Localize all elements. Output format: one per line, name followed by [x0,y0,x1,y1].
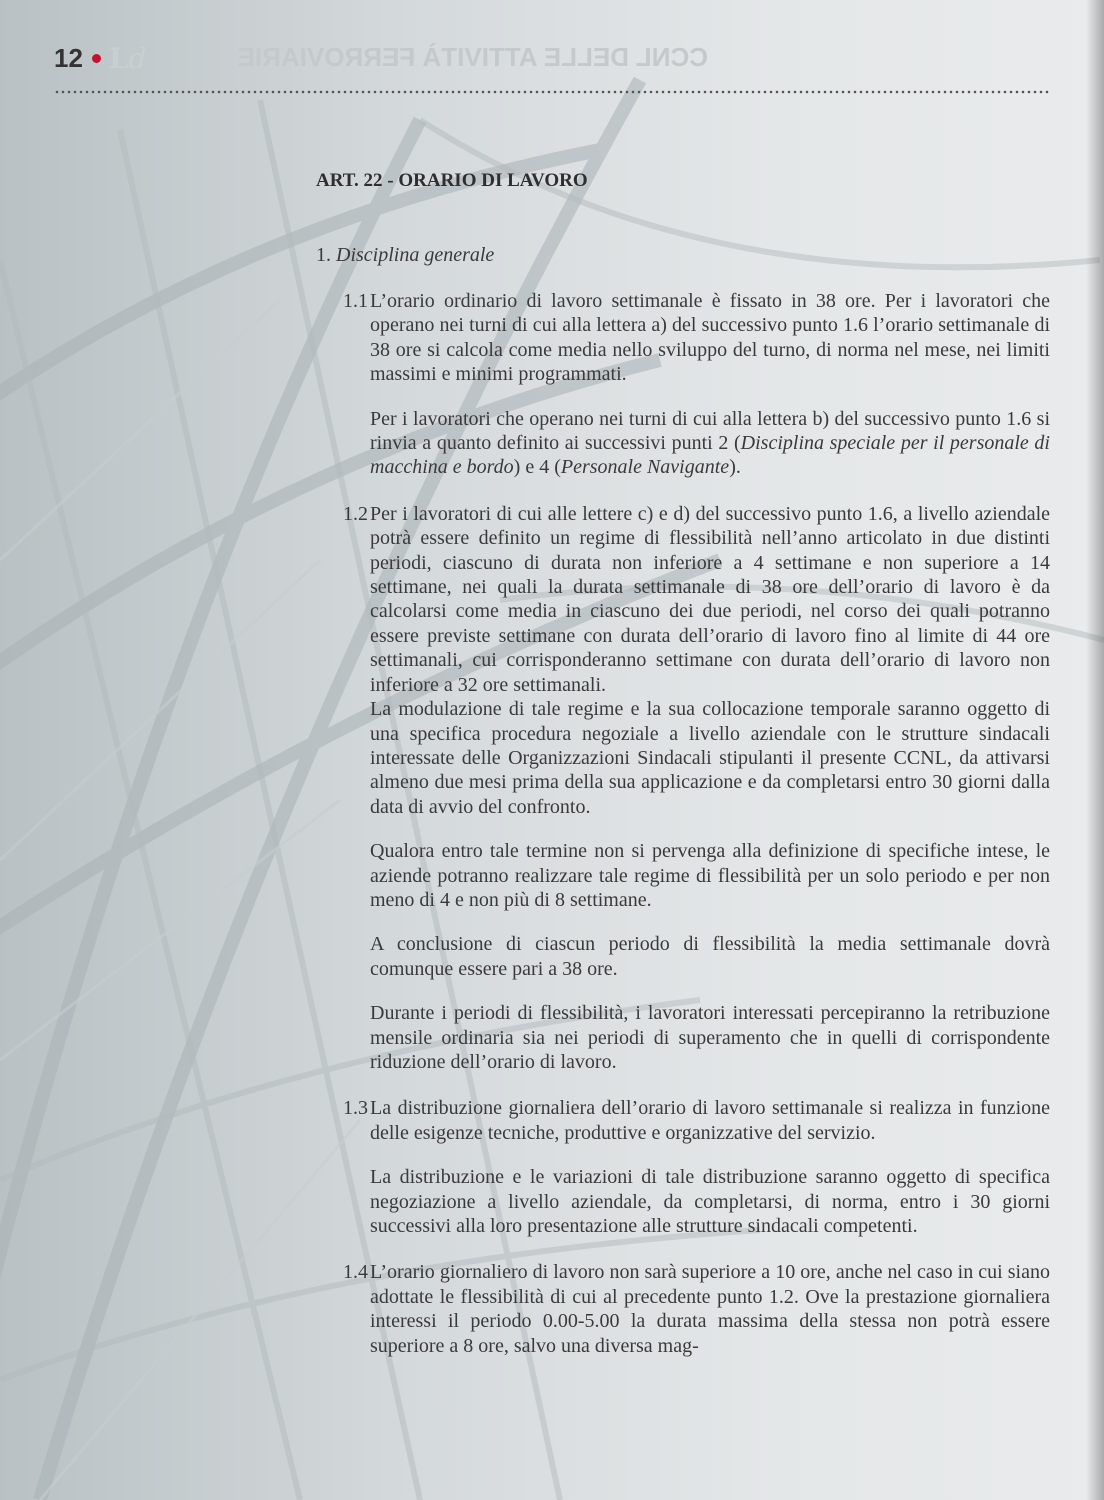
dotted-rule [54,88,1050,96]
article-content [316,170,1050,1358]
clause-1-3 [316,1096,1050,1238]
section-heading [316,244,1050,267]
reference-italic: Disciplina speciale per il personale di macchina e bordo [370,432,1050,479]
paragraph: Per i lavoratori di cui alle lettere c) e d) del successivo punto 1.6, a livello aziendale potrà essere definito un regime di flessibilità nell’anno articolato in due distinti periodi, ciascuno di durata non inferiore a 4 settimane e non superiore a 14 settimane, nei quali la durata settimanale di 38 ore dell’orario di lavoro è da calcolarsi come media in ciascuno dei due periodi, nel corso dei quali potranno essere previste settimane con durata dell’orario di lavoro fino al limite di 44 ore settimanali, cui corrisponderanno settimane con durata dell’orario di lavoro non inferiore a 32 ore settimanali. [370,502,1050,696]
clause-1-2 [316,502,1050,1075]
paragraph-with-references: Per i lavoratori che operano nei turni di cui alla lettera b) del successivo punto 1.6 si rinvia a quanto definito ai successivi punti 2 (Disciplina speciale per il personale di macchina e bordo) e 4 (Personale Navigante). [370,407,1050,479]
clause-number: 1.1 [343,290,368,312]
clause-number: 1.4 [343,1261,368,1284]
clause-1-4 [316,1260,1050,1358]
paragraph: La distribuzione giornaliera dell’orario di lavoro settimanale si realizza in funzione delle esigenze tecniche, produttive e organizzative del servizio. [370,1097,1050,1144]
page-edge-shadow [1086,0,1104,1500]
logo-letter: L [108,41,129,75]
reference-italic: Personale Navigante [560,456,730,479]
paragraph: Qualora entro tale termine non si pervenga alla definizione di specifiche intese, le aziende potranno realizzare tale regime di flessibilità per un solo periodo e per non meno di 4 e non più di 8 settimane. [370,840,1050,911]
section-title: Disciplina generale [336,244,495,266]
clause-number: 1.3 [343,1097,368,1120]
paragraph: A conclusione di ciascun periodo di flessibilità la media settimanale dovrà comunque essere pari a 38 ore. [370,933,1050,980]
article-title: ART. 22 - ORARIO DI LAVORO [316,170,588,191]
paragraph: La modulazione di tale regime e la sua collocazione temporale saranno oggetto di una specifica procedura negoziale a livello aziendale con le strutture sindacali interessate delle Organizzazioni Sindacali stipulanti il presente CCNL, da attivarsi almeno due mesi prima della sua applicazione e da completarsi entro 30 giorni dalla data di avvio del confronto. [370,698,1050,818]
paragraph: Durante i periodi di flessibilità, i lavoratori interessati percepiranno la retribuzione mensile ordinaria sia nei periodi di superamento che in quelli di corrispondente riduzione dell’orario di lavoro. [370,1002,1050,1073]
page-number: 12 [54,42,83,73]
logo-suffix: d [128,41,147,75]
show-through-heading: CCNL DELLE ATTIVITÀ FERROVIARIE [237,42,708,72]
paragraph: L’orario giornaliero di lavoro non sarà superiore a 10 ore, anche nel caso in cui siano adottate le flessibilità di cui al precedente punto 1.2. Ove la prestazione giornaliera interessi il periodo 0.00-5.00 la durata massima della stessa non potrà essere superiore a 8 ore, salvo una diversa mag- [370,1261,1050,1357]
clause-1-1 [316,289,1050,480]
logo [109,42,147,75]
section-number: 1. [316,244,331,266]
clause-number: 1.2 [343,502,368,525]
paragraph: La distribuzione e le variazioni di tale distribuzione saranno oggetto di specifica negoziazione a livello aziendale, da completarsi, di norma, entro i 30 giorni successivi alla loro presentazione alle strutture sindacali competenti. [370,1166,1050,1237]
page-header [54,38,147,78]
paragraph: L’orario ordinario di lavoro settimanale è fissato in 38 ore. Per i lavoratori che operano nei turni di cui alla lettera a) del successivo punto 1.6 l’orario settimanale di 38 ore si calcola come media nello sviluppo del turno, di norma nel mese, nei limiti massimi e minimi programmati. [370,290,1050,386]
red-dot-icon [92,54,101,63]
